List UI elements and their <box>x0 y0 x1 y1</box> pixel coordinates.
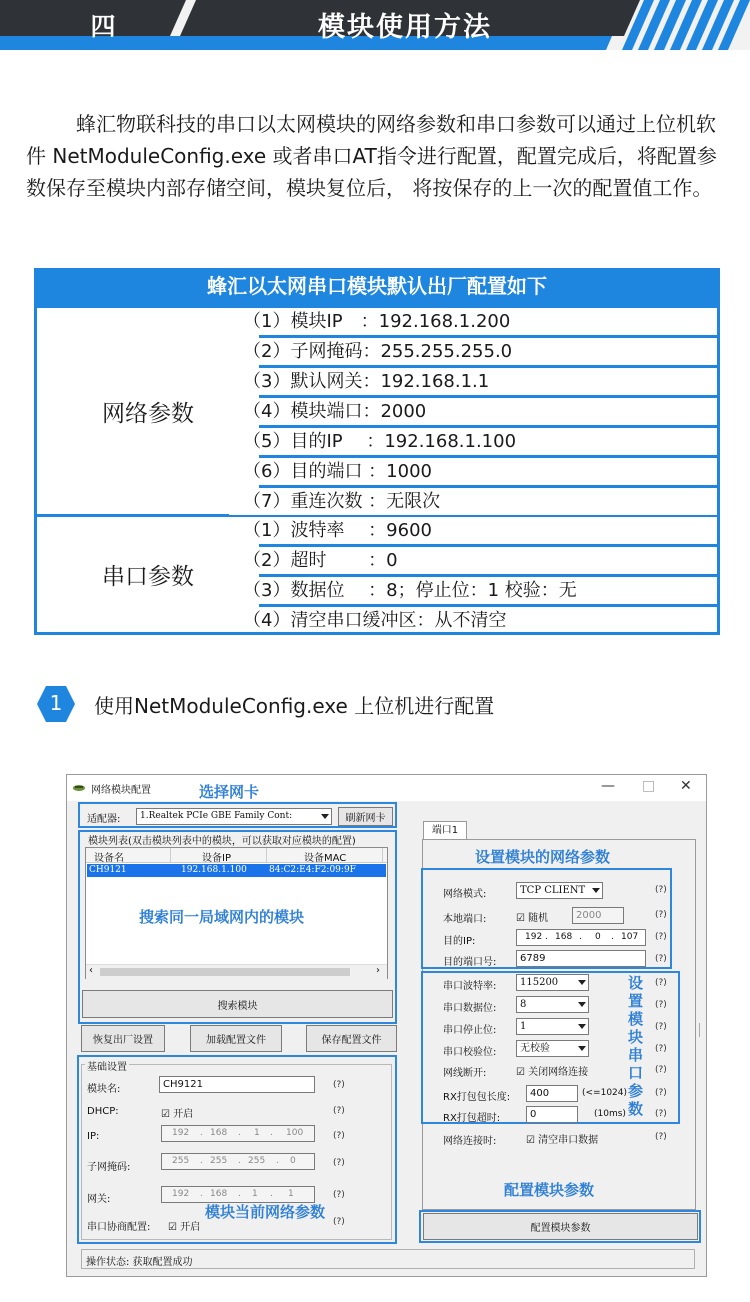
annotation-select-nic: 选择网卡 <box>199 783 260 801</box>
serial-negotiation-label: 串口协商配置: <box>87 1222 151 1233</box>
help-icon[interactable]: (?) <box>655 978 667 988</box>
parity-select[interactable] <box>516 1040 589 1057</box>
subnet-mask-input[interactable]: 255 . 255 . 255 . 0 <box>161 1153 315 1170</box>
network-params-label: 网络参数 <box>37 308 259 514</box>
help-icon[interactable]: (?) <box>655 1000 667 1010</box>
help-icon[interactable]: (?) <box>655 1044 667 1054</box>
random-port-checkbox[interactable] <box>516 909 548 924</box>
annotation-current-network: 模块当前网络参数 <box>205 1203 326 1221</box>
column-header: 设备名 <box>94 853 124 864</box>
help-icon[interactable]: (?) <box>333 1080 345 1090</box>
section-number: 四 <box>90 12 116 41</box>
help-icon[interactable]: (?) <box>333 1131 345 1141</box>
serial-negotiation-text: 开启 <box>180 1222 201 1233</box>
help-icon[interactable]: (?) <box>655 1132 667 1142</box>
rx-length-input[interactable]: 400 <box>526 1085 578 1102</box>
tab-port1[interactable]: 端口1 <box>423 821 467 840</box>
network-mode-label: 网络模式: <box>443 889 487 900</box>
help-icon[interactable]: (?) <box>655 885 667 895</box>
network-row: （2）子网掩码：255.255.255.0 <box>229 338 717 365</box>
serial-negotiation-checkbox[interactable] <box>168 1218 200 1233</box>
parity-label: 串口校验位: <box>443 1047 497 1058</box>
load-config-button[interactable]: 加载配置文件 <box>190 1025 282 1052</box>
module-name-input[interactable]: CH9121 <box>159 1076 315 1093</box>
adapter-label: 适配器: <box>87 814 121 825</box>
rx-timeout-hint: (10ms) <box>594 1109 626 1119</box>
net-connect-text: 清空串口数据 <box>538 1135 599 1146</box>
data-bits-value: 8 <box>520 999 527 1010</box>
parity-value: 无校验 <box>520 1043 550 1054</box>
help-icon[interactable]: (?) <box>333 1158 345 1168</box>
adapter-select[interactable] <box>136 808 332 825</box>
help-icon[interactable]: (?) <box>655 910 667 920</box>
dest-ip-label: 目的IP: <box>443 936 476 947</box>
rx-timeout-label: RX打包超时: <box>443 1113 501 1124</box>
window-titlebar <box>67 775 706 801</box>
ip-input[interactable]: 192 . 168 . 1 . 100 <box>161 1125 315 1142</box>
annotation-set-serial: 设置模块串口参数 <box>628 974 644 1118</box>
help-icon[interactable]: (?) <box>655 1022 667 1032</box>
serial-row: （2）超时 ：0 <box>229 547 717 574</box>
network-mode-value: TCP CLIENT <box>520 885 586 896</box>
help-icon[interactable]: (?) <box>655 1065 667 1075</box>
rx-length-hint: (<=1024) <box>582 1088 628 1098</box>
annotation-config-params: 配置模块参数 <box>504 1181 595 1199</box>
column-header: 设备MAC <box>304 853 347 864</box>
dest-port-label: 目的端口号: <box>443 957 497 968</box>
column-header: 设备IP <box>202 853 231 864</box>
dest-port-input[interactable]: 6789 <box>516 950 646 967</box>
save-config-button[interactable]: 保存配置文件 <box>306 1025 397 1052</box>
checkbox-icon: ☑ <box>161 1109 170 1120</box>
gateway-label: 网关: <box>87 1194 111 1205</box>
network-row: （5）目的IP ：192.168.1.100 <box>229 428 717 455</box>
gateway-input[interactable]: 192 . 168 . 1 . 1 <box>161 1186 315 1203</box>
adapter-value: 1.Realtek PCIe GBE Family Cont: <box>140 811 293 821</box>
stop-bits-select[interactable] <box>516 1018 589 1035</box>
restore-defaults-button[interactable]: 恢复出厂设置 <box>81 1025 165 1052</box>
section-title: 模块使用方法 <box>318 12 492 43</box>
search-module-button[interactable]: 搜索模块 <box>82 990 393 1018</box>
module-list-caption: 模块列表(双击模块列表中的模块，可以获取对应模块的配置) <box>88 836 356 847</box>
serial-params-label: 串口参数 <box>37 517 259 632</box>
serial-row: （3）数据位 ：8；停止位：1 校验：无 <box>229 577 717 604</box>
table-row[interactable] <box>87 864 386 877</box>
app-icon <box>72 783 86 793</box>
baud-rate-value: 115200 <box>520 977 559 988</box>
net-break-label: 网线断开: <box>443 1068 487 1079</box>
random-port-text: 随机 <box>528 913 549 924</box>
scroll-thumb[interactable] <box>100 968 350 976</box>
baud-rate-label: 串口波特率: <box>443 981 497 992</box>
net-break-checkbox[interactable] <box>516 1063 588 1078</box>
scroll-right-icon[interactable]: › <box>376 965 380 976</box>
default-config-table <box>34 268 720 635</box>
config-window <box>66 774 707 1277</box>
rx-timeout-input[interactable]: 0 <box>526 1106 578 1123</box>
step-number: 1 <box>49 691 63 715</box>
module-name-label: 模块名: <box>87 1084 121 1095</box>
network-row: （1）模块IP ：192.168.1.200 <box>229 308 717 335</box>
window-edge-marker <box>699 1023 700 1037</box>
rx-length-label: RX打包包长度: <box>443 1092 511 1103</box>
net-break-text: 关闭网络连接 <box>528 1067 589 1078</box>
help-icon[interactable]: (?) <box>333 1217 345 1227</box>
close-button[interactable]: ✕ <box>680 778 692 794</box>
horizontal-scrollbar[interactable] <box>86 964 387 979</box>
scroll-left-icon[interactable]: ‹ <box>89 965 93 976</box>
local-port-label: 本地端口: <box>443 914 487 925</box>
basic-settings-caption: 基础设置 <box>85 1058 129 1073</box>
status-bar <box>81 1249 695 1269</box>
table-cell: 84:C2:E4:F2:09:9F <box>269 865 356 875</box>
network-mode-select[interactable] <box>516 882 603 899</box>
stop-bits-value: 1 <box>520 1021 527 1032</box>
dest-ip-input[interactable]: 192 . 168 . 0 . 107 <box>516 929 646 946</box>
refresh-nic-button[interactable]: 刷新网卡 <box>338 807 393 826</box>
annotation-set-network: 设置模块的网络参数 <box>475 848 611 866</box>
serial-row: （1）波特率 ：9600 <box>229 517 717 544</box>
maximize-button[interactable]: □ <box>642 778 656 794</box>
help-icon[interactable]: (?) <box>655 1088 667 1098</box>
status-text: 操作状态: 获取配置成功 <box>86 1257 193 1268</box>
data-bits-select[interactable] <box>516 996 589 1013</box>
minimize-button[interactable]: — <box>601 778 615 794</box>
table-cell: 192.168.1.100 <box>181 865 247 875</box>
default-config-title: 蜂汇以太网串口模块默认出厂配置如下 <box>207 274 547 298</box>
local-port-input[interactable]: 2000 <box>572 907 624 924</box>
intro-paragraph: 蜂汇物联科技的串口以太网模块的网络参数和串口参数可以通过上位机软件 NetModuleConfig.exe 或者串口AT指令进行配置，配置完成后，将配置参数保存至模块内部存储空间，模块复位后， 将按保存的上一次的配置值工作。 <box>26 112 717 200</box>
step-number-badge <box>36 684 76 724</box>
checkbox-icon: ☑ <box>516 1067 525 1078</box>
window-title: 网络模块配置 <box>91 785 151 796</box>
dhcp-text: 开启 <box>173 1109 194 1120</box>
stop-bits-label: 串口停止位: <box>443 1025 497 1036</box>
help-icon[interactable]: (?) <box>333 1106 345 1116</box>
data-bits-label: 串口数据位: <box>443 1003 497 1014</box>
ip-label: IP: <box>87 1131 100 1142</box>
step-text: 使用NetModuleConfig.exe 上位机进行配置 <box>94 694 495 718</box>
config-module-button[interactable]: 配置模块参数 <box>423 1213 698 1240</box>
net-connect-label: 网络连接时: <box>443 1136 497 1147</box>
checkbox-icon: ☑ <box>516 913 525 924</box>
table-cell: CH9121 <box>89 865 127 875</box>
annotation-search-lan: 搜索同一局域网内的模块 <box>139 908 305 926</box>
help-icon[interactable]: (?) <box>655 1109 667 1119</box>
serial-row: （4）清空串口缓冲区：从不清空 <box>229 607 717 632</box>
network-row: （3）默认网关：192.168.1.1 <box>229 368 717 395</box>
help-icon[interactable]: (?) <box>655 954 667 964</box>
help-icon[interactable]: (?) <box>655 932 667 942</box>
network-row: （6）目的端口 ：1000 <box>229 458 717 485</box>
net-connect-checkbox[interactable] <box>526 1131 598 1146</box>
subnet-mask-label: 子网掩码: <box>87 1162 131 1173</box>
network-row: （7）重连次数 ：无限次 <box>229 488 717 515</box>
dhcp-label: DHCP: <box>87 1106 119 1117</box>
dhcp-checkbox[interactable] <box>161 1105 193 1120</box>
section-header <box>0 0 750 50</box>
help-icon[interactable]: (?) <box>333 1190 345 1200</box>
checkbox-icon: ☑ <box>168 1222 177 1233</box>
baud-rate-select[interactable] <box>516 974 589 991</box>
network-row: （4）模块端口：2000 <box>229 398 717 425</box>
checkbox-icon: ☑ <box>526 1135 535 1146</box>
